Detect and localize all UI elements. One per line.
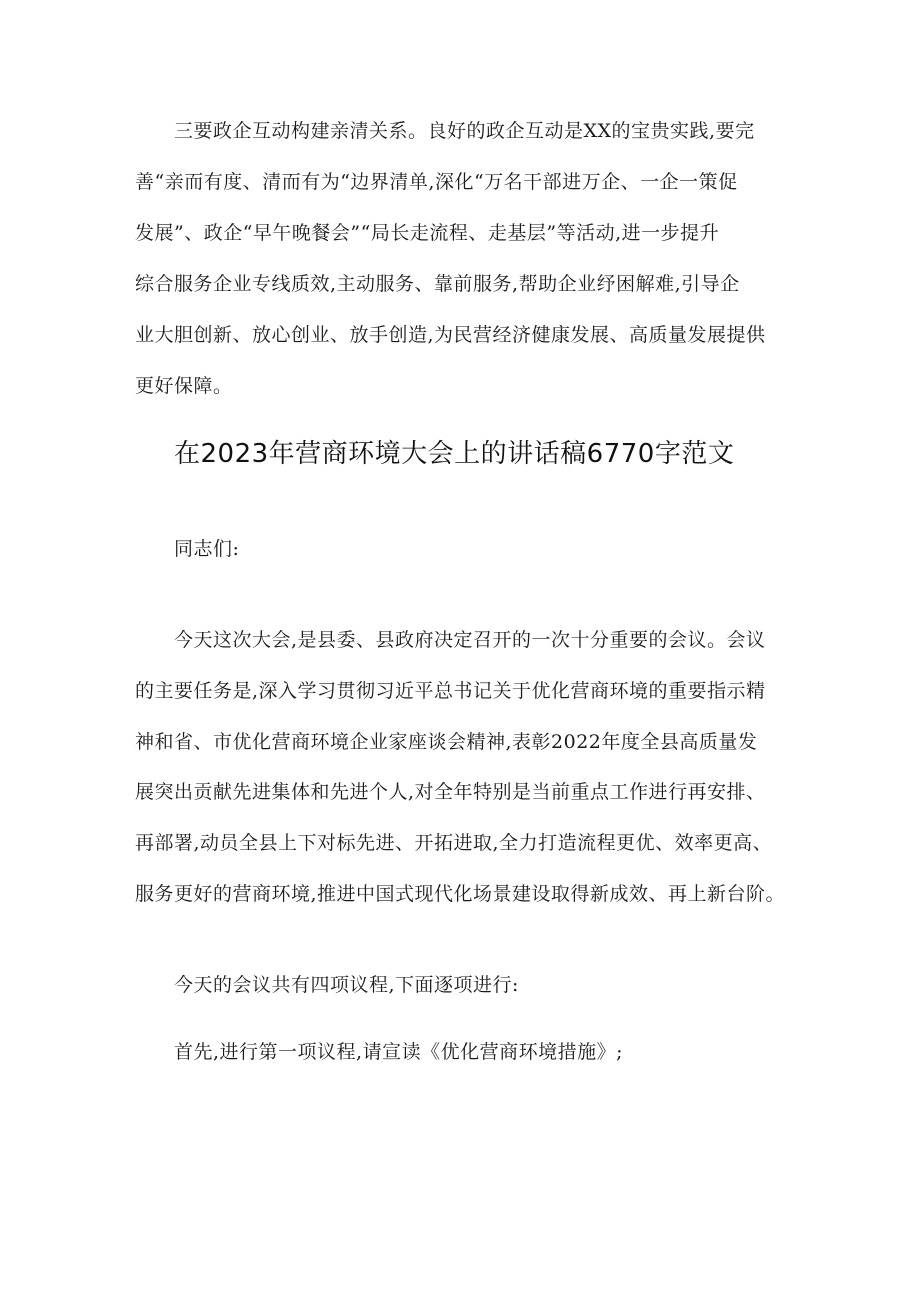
text-line: 今天这次大会,是县委、县政府决定召开的一次十分重要的会议。会议 bbox=[174, 629, 766, 651]
text-line: 再部署,动员全县上下对标先进、开拓进取,全力打造流程更优、效率更高、 bbox=[135, 832, 773, 854]
text-line: 服务更好的营商环境,推进中国式现代化场景建设取得新成效、再上新台阶。 bbox=[135, 883, 786, 905]
body-paragraph-3: 首先,进行第一项议程,请宣读《优化营商环境措施》; bbox=[174, 1041, 623, 1063]
body-paragraph-2: 今天的会议共有四项议程,下面逐项进行: bbox=[174, 974, 519, 996]
text-line: 三要政企互动构建亲清关系。良好的政企互动是XX的宝贵实践,要完 bbox=[174, 120, 755, 142]
text-line: 发展”、政企“早午晚餐会”“局长走流程、走基层”等活动,进一步提升 bbox=[135, 222, 720, 244]
text-line: 综合服务企业专线质效,主动服务、靠前服务,帮助企业纾困解难,引导企 bbox=[135, 273, 740, 295]
salutation: 同志们: bbox=[174, 538, 240, 560]
text-line: 更好保障。 bbox=[135, 375, 233, 397]
text-line: 展突出贡献先进集体和先进个人,对全年特别是当前重点工作进行再安排、 bbox=[135, 781, 766, 803]
text-line: 神和省、市优化营商环境企业家座谈会精神,表彰2022年度全县高质量发 bbox=[135, 731, 758, 753]
article-title: 在2023年营商环境大会上的讲话稿6770字范文 bbox=[174, 439, 735, 469]
text-line: 的主要任务是,深入学习贯彻习近平总书记关于优化营商环境的重要指示精 bbox=[135, 680, 766, 702]
text-line: 善“亲而有度、清而有为“边界清单,深化“万名干部进万企、一企一策促 bbox=[135, 171, 738, 193]
text-line: 业大胆创新、放心创业、放手创造,为民营经济健康发展、高质量发展提供 bbox=[135, 324, 766, 346]
